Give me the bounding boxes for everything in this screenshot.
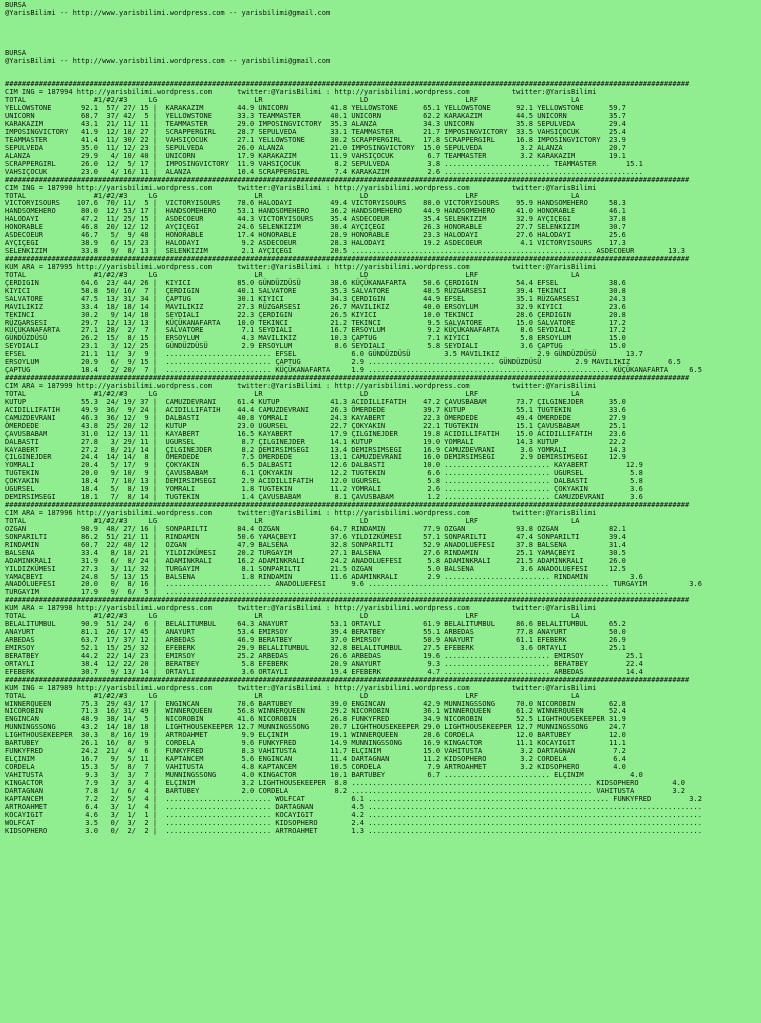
text-line: VAHITUSTA 9.3 3/ 3/ 7 | MUNNINGSSONG 4.0 KINGACTOR 10.1 BARTUBEY 6.7 ......................... ELÇINIM 4.0 — [5, 769, 643, 779]
text-line: ORTAYLI 38.4 12/ 22/ 20 | BERATBEY 5.8 EFEBERK 20.9 ANAYURT 9.3 ......................... BERATBEY 22.4 — [5, 658, 643, 668]
text-line: MUNNINGSSONG 43.2 14/ 18/ 18 | LIGHTHOUSEKEEPER 12.7 MUNNINGSSONG 20.7 LIGHTHOUSEKEEPER 29.0 LIGHTHOUSEKEEPER 12.7 MUNNINGSSONG 24.7 — [5, 722, 626, 732]
text-line: ################################################################################################################################################################## — [5, 373, 690, 383]
text-line: ÇERDIGIN 64.6 23/ 44/ 26 | KIYICI 85.0 GÜNDÜZDÜSÜ 38.6 KÜÇÜKANAFARTA 50.6 ÇERDIGIN 54.4 EFSEL 38.6 — [5, 277, 626, 287]
text-line: SALVATORE 47.5 13/ 31/ 34 | ÇAPTUG 30.1 KIYICI 34.3 ÇERDIGIN 44.9 EFSEL 35.1 RÜZGARSESI 24.3 — [5, 293, 626, 303]
text-line: HALODAYI 47.2 11/ 25/ 15 | ASDECOEUR 44.3 VICTORYISOURS 35.4 ASDECOEUR 35.4 SELENKIZIM 32.9 AYÇIÇEGI 37.8 — [5, 214, 626, 224]
text-line: TOTAL #1/#2/#3 LG LR LD LRF LA — [5, 190, 580, 200]
text-line: ADAMINKRALI 31.9 6/ 8/ 24 | ADAMINKRALI 16.2 ADAMINKRALI 24.2 ANADOLUEFESI 5.8 ADAMINKRALI 21.5 ADAMINKRALI 26.0 — [5, 555, 626, 565]
text-line: IMPOSINGVICTORY 41.9 12/ 18/ 27 | SCRAPPERGIRL 28.7 SEPULVEDA 33.1 TEAMMASTER 21.7 IMPOSINGVICTORY 33.5 VAHSIÇOCUK 25.4 — [5, 127, 626, 136]
text-line: TOTAL #1/#2/#3 LG LR LD LRF LA — [5, 269, 580, 279]
text-line: BELALITUMBUL 90.9 51/ 24/ 6 | BELALITUMBUL 64.3 ANAYURT 53.1 ORTAYLI 61.9 BELALITUMBUL 86.6 BELALITUMBUL 65.2 — [5, 619, 626, 629]
text-line: YILDIZKÜMESI 27.3 3/ 11/ 32 | TURGAYIM 8.1 SONPARILTI 21.5 OZGAN 5.0 BALSENA 3.6 ANADOLUEFESI 12.5 — [5, 563, 626, 573]
text-line: SCRAPPERGIRL 26.0 12/ 5/ 17 | IMPOSINGVICTORY 11.9 VAHSIÇOCUK 8.2 SEPULVEDA 3.8 ......................... TEAMMASTER 15.1 — [5, 158, 643, 168]
text-line: KUM ING = 187989 http://yarisbilimi.wordpress.com twitter:@YarisBilimi : http://yarisbilimi.wordpress.com twitter:@YarisBilimi — [5, 682, 597, 692]
text-line: ################################################################################################################################################################## — [5, 595, 690, 605]
text-line: BURSA — [5, 0, 27, 9]
text-line: YELLOWSTONE 92.1 57/ 27/ 15 | KARAKAZIM 44.9 UNICORN 41.8 YELLOWSTONE 65.1 YELLOWSTONE 92.1 YELLOWSTONE 59.7 — [5, 103, 626, 113]
text-line: FUNKYFRED 24.2 21/ 4/ 6 | FUNKYFRED 8.3 VAHITUSTA 11.7 ELÇINIM 15.0 VAHITUSTA 3.2 DARTAGNAN 7.2 — [5, 746, 626, 756]
text-line: BARTUBEY 26.1 16/ 8/ 9 | CORDELA 9.6 FUNKYFRED 14.9 MUNNINGSSONG 16.9 KINGACTOR 11.1 KOCAYIGIT 11.1 — [5, 738, 626, 748]
text-line: UGURSEL 18.4 5/ 8/ 19 | YOMRALI 1.8 TUGTEKIN 11.2 YOMRALI 2.6 ......................... ÇOKYAKIN 3.6 — [5, 484, 643, 494]
text-line: BURSA — [5, 47, 27, 57]
text-line: TOTAL #1/#2/#3 LG LR LD LRF LA — [5, 388, 580, 398]
text-line: KIDSOPHERO 3.0 0/ 2/ 2 | ......................... ARTROAHMET 1.3 ............................................................................... — [5, 825, 702, 835]
text-line: MAVILIKIZ 33.4 18/ 18/ 14 | MAVILIKIZ 27.3 RÜZGARSESI 26.7 MAVILIKIZ 40.0 ERSOYLUM 32.9 KIYICI 23.6 — [5, 301, 626, 311]
text-line: KUM ARA = 187995 http://yarisbilimi.wordpress.com twitter:@YarisBilimi : http://yarisbilimi.wordpress.com twitter:@YarisBilimi — [5, 261, 597, 271]
text-line: WINNERQUEEN 75.3 29/ 43/ 17 | ENGINCAN 70.6 BARTUBEY 39.0 ENGINCAN 42.9 MUNNINGSSONG 70.0 NICOROBIN 62.8 — [5, 698, 626, 708]
text-line: CORDELA 15.3 5/ 8/ 7 | VAHITUSTA 4.8 KAPTANCEM 10.5 CORDELA 7.9 ARTROAHMET 3.2 KIDSOPHERO 4.0 — [5, 762, 626, 771]
text-line: HONORABLE 46.8 20/ 12/ 12 | AYÇIÇEGI 24.6 SELENKIZIM 30.4 AYÇIÇEGI 26.3 HONORABLE 27.7 SELENKIZIM 30.7 — [5, 222, 626, 232]
text-line: SEYDIALI 23.1 3/ 12/ 25 | GÜNDÜZDÜSÜ 2.9 ERSOYLUM 8.6 SEYDIALI 5.8 SEYDIALI 3.6 ÇAPTUG 15.0 — [5, 341, 626, 351]
text-line: CAMUZDEVRANI 46.3 36/ 12/ 9 | DALBASTI 40.8 YOMRALI 24.3 KAYABERT 22.3 ÖMERDEDE 49.4 ÖMERDEDE 27.9 — [5, 412, 626, 422]
text-line: ################################################################################################################################################################## — [5, 254, 690, 263]
text-line: WOLFCAT 3.5 0/ 3/ 2 | ......................... KIDSOPHERO 2.4 ............................................................................... — [5, 817, 702, 827]
text-line: ÇAPTUG 18.4 2/ 20/ 7 | ......................... KÜÇÜKANAFARTA 1.9 ......................................................... KÜÇÜKANAFARTA 6.5 — [5, 365, 702, 375]
text-line: SONPARILTI 86.2 51/ 21/ 11 | RINDAMIN 50.6 YAMAÇBEYI 37.6 YILDIZKÜMESI 57.1 SONPARILTI 47.4 SONPARILTI 39.4 — [5, 531, 626, 541]
text-line: ARBEDAS 63.7 17/ 37/ 12 | ARBEDAS 46.9 BERATBEY 37.0 EMIRSOY 50.9 ANAYURT 61.1 EFEBERK 26.9 — [5, 635, 626, 644]
text-line: SEPULVEDA 35.0 11/ 12/ 23 | SEPULVEDA 26.0 ALANZA 21.0 IMPOSINGVICTORY 15.0 SEPULVEDA 3.2 ALANZA 20.7 — [5, 142, 626, 152]
text-line: DARTAGNAN 7.8 1/ 6/ 4 | BARTUBEY 2.0 CORDELA 8.2 ......................................................... VAHITUSTA 3.2 — [5, 785, 686, 795]
text-line: ################################################################################################################################################################## — [5, 174, 690, 184]
text-line — [5, 25, 761, 33]
text-line: ÇOKYAKIN 18.4 7/ 10/ 13 | DEMIRSIMSEGI 2.9 ACIDILLIFATIH 12.0 UGURSEL 5.8 ......................... DALBASTI 5.8 — [5, 476, 643, 486]
text-line: TEKINCI 30.2 9/ 14/ 18 | SEYDIALI 22.3 ÇERDIGIN 26.5 KIYICI 10.0 TEKINCI 28.6 ÇERDIGIN 20.8 — [5, 309, 626, 319]
text-line: ACIDILLIFATIH 49.9 36/ 9/ 24 | ACIDILLIFATIH 44.4 CAMUZDEVRANI 26.3 ÖMERDEDE 39.7 KUTUP 55.1 TUGTEKIN 33.6 — [5, 404, 626, 414]
text-line: KÜÇÜKANAFARTA 27.1 28/ 2/ 7 | SALVATORE 7.1 SEYDIALI 16.7 ERSOYLUM 9.2 KÜÇÜKANAFARTA 8.6 SEYDIALI 17.2 — [5, 325, 626, 335]
text-line: YOMRALI 20.4 5/ 17/ 9 | ÇOKYAKIN 6.5 DALBASTI 12.6 DALBASTI 10.0 ......................... KAYABERT 12.9 — [5, 460, 643, 470]
text-line: ÇILGINEJDER 24.4 14/ 14/ 8 | ÖMERDEDE 7.5 ÖMERDEDE 13.1 CAMUZDEVRANI 16.0 DEMIRSIMSEGI 2.9 DEMIRSIMSEGI 12.9 — [5, 452, 626, 462]
text-line: CIM ING = 187994 http://yarisbilimi.wordpress.com twitter:@YarisBilimi : http://yarisbilimi.wordpress.com twitter:@YarisBilimi — [5, 87, 597, 97]
text-line: SELENKIZIM 33.8 9/ 8/ 13 | SELENKIZIM 2.1 AYÇIÇEGI 20.5 ......................................................... ASDECOEUR 13.3 — [5, 246, 686, 256]
text-line: EMIRSOY 52.1 15/ 25/ 32 | EFEBERK 29.9 BELALITUMBUL 32.8 BELALITUMBUL 27.5 EFEBERK 3.6 ORTAYLI 25.1 — [5, 642, 626, 652]
text-line: TEAMMASTER 41.4 11/ 30/ 22 | VAHSIÇOCUK 27.1 YELLOWSTONE 30.2 SCRAPPERGIRL 17.8 SCRAPPERGIRL 16.8 IMPOSINGVICTORY 23.9 — [5, 134, 626, 144]
text-line: OZGAN 98.9 48/ 27/ 16 | SONPARILTI 84.4 OZGAN 64.7 RINDAMIN 77.9 OZGAN 93.8 OZGAN 82.1 — [5, 523, 626, 533]
text-line: VICTORYISOURS 107.6 70/ 11/ 5 | VICTORYISOURS 78.6 HALODAYI 49.4 VICTORYISOURS 80.0 VICTORYISOURS 95.9 HANDSOMEHERO 58.3 — [5, 198, 626, 208]
text-line: KINGACTOR 7.9 3/ 3/ 4 | ELÇINIM 3.2 LIGHTHOUSEKEEPER 8.8 ......................................................... KIDSOPHERO 4.0 — [5, 777, 686, 787]
text-line: GÜNDÜZDÜSÜ 26.2 15/ 8/ 15 | ERSOYLUM 4.3 MAVILIKIZ 10.3 ÇAPTUG 7.1 KIYICI 5.8 ERSOYLUM 15.0 — [5, 333, 626, 343]
text-line: YAMAÇBEYI 24.8 5/ 13/ 15 | BALSENA 1.8 RINDAMIN 11.6 ADAMINKRALI 2.9 ......................... RINDAMIN 3.6 — [5, 571, 643, 581]
text-line: DEMIRSIMSEGI 18.1 7/ 8/ 14 | TUGTEKIN 1.4 ÇAVUSBABAM 8.1 ÇAVUSBABAM 1.2 ......................... CAMUZDEVRANI 3.6 — [5, 492, 643, 502]
text-line: DALBASTI 27.8 3/ 29/ 11 | UGURSEL 8.7 ÇILGINEJDER 14.1 KUTUP 19.0 YOMRALI 14.3 KUTUP 22.2 — [5, 436, 626, 446]
text-line: TOTAL #1/#2/#3 LG LR LD LRF LA — [5, 611, 580, 621]
text-line: CIM ARA = 187999 http://yarisbilimi.wordpress.com twitter:@YarisBilimi : http://yarisbilimi.wordpress.com twitter:@YarisBilimi — [5, 381, 597, 390]
text-line: EFSEL 21.1 11/ 3/ 9 | ......................... EFSEL 6.0 GÜNDÜZDÜSÜ 3.5 MAVILIKIZ 2.9 GÜNDÜZDÜSÜ 13.7 — [5, 349, 643, 359]
text-line: RINDAMIN 60.7 22/ 40/ 12 | OZGAN 47.9 BALSENA 32.8 SONPARILTI 52.9 ANADOLUEFESI 37.8 BALSENA 31.4 — [5, 539, 626, 549]
text-line: EFEBERK 30.7 9/ 13/ 14 | ORTAYLI 3.6 ORTAYLI 19.4 EFEBERK 4.7 ......................... ARBEDAS 14.4 — [5, 666, 643, 676]
text-line: TURGAYIM 17.9 9/ 6/ 5 | ....................................................................................................................... — [5, 587, 669, 597]
text-line — [5, 17, 761, 25]
text-line: VAHSIÇOCUK 23.0 4/ 16/ 11 | ALANZA 10.4 SCRAPPERGIRL 7.4 KARAKAZIM 2.6 ............................................... — [5, 166, 643, 176]
text-line — [5, 65, 761, 73]
text-line: ARTROAHMET 6.4 3/ 1/ 4 | ......................... DARTAGNAN 4.5 ............................................................................... — [5, 801, 702, 811]
text-line — [5, 33, 761, 41]
text-line: @YarisBilimi -- http://www.yarisbilimi.wordpress.com -- yarisbilimi@gmail.com — [5, 7, 331, 17]
text-line: ################################################################################################################################################################## — [5, 79, 690, 89]
text-line: ÇAVUSBABAM 31.0 12/ 13/ 11 | KAYABERT 16.5 KAYABERT 17.9 ÇILGINEJDER 19.8 ACIDILLIFATIH 15.0 ACIDILLIFATIH 23.6 — [5, 428, 626, 438]
text-line: HANDSOMEHERO 80.0 12/ 53/ 17 | HANDSOMEHERO 53.1 HANDSOMEHERO 36.2 HANDSOMEHERO 44.9 HANDSOMEHERO 41.0 HONORABLE 46.1 — [5, 206, 626, 216]
text-line: ENGINCAN 48.9 38/ 14/ 5 | NICOROBIN 41.6 NICOROBIN 26.8 FUNKYFRED 34.9 NICOROBIN 52.5 LIGHTHOUSEKEEPER 31.9 — [5, 714, 626, 724]
text-line: ANAYURT 81.1 26/ 17/ 45 | ANAYURT 53.4 EMIRSOY 39.4 BERATBEY 55.1 ARBEDAS 77.8 ANAYURT 50.0 — [5, 627, 626, 637]
text-line: KAPTANCEM 7.2 2/ 5/ 4 | ......................... WOLFCAT 6.1 ......................................................... FUNKYFRED 3.2 — [5, 793, 702, 803]
text-line: CIM ING = 187990 http://yarisbilimi.wordpress.com twitter:@YarisBilimi : http://yarisbilimi.wordpress.com twitter:@YarisBilimi — [5, 182, 597, 192]
text-line: RÜZGARSESI 29.7 12/ 13/ 13 | KÜÇÜKANAFARTA 10.0 TEKINCI 21.2 TEKINCI 9.5 SALVATORE 15.0 SALVATORE 17.2 — [5, 317, 626, 327]
text-line: TOTAL #1/#2/#3 LG LR LD LRF LA — [5, 690, 580, 700]
text-line: KAYABERT 27.2 8/ 21/ 14 | ÇILGINEJDER 8.2 DEMIRSIMSEGI 13.4 DEMIRSIMSEGI 16.9 CAMUZDEVRANI 3.6 YOMRALI 14.3 — [5, 444, 626, 454]
text-line — [5, 41, 761, 49]
text-line: ASDECOEUR 46.7 5/ 9/ 48 | HONORABLE 17.4 HONORABLE 28.9 HONORABLE 23.3 HALODAYI 27.6 HALODAYI 25.6 — [5, 230, 626, 240]
text-line: ################################################################################################################################################################## — [5, 500, 690, 510]
text-line: BALSENA 33.4 8/ 18/ 21 | YILDIZKÜMESI 20.2 TURGAYIM 27.1 BALSENA 27.6 RINDAMIN 25.1 YAMAÇBEYI 30.5 — [5, 547, 626, 557]
text-line: ELÇINIM 16.7 9/ 5/ 11 | KAPTANCEM 5.6 ENGINCAN 11.4 DARTAGNAN 11.2 KIDSOPHERO 3.2 CORDELA 6.4 — [5, 754, 626, 764]
text-line: AYÇIÇEGI 38.9 6/ 15/ 23 | HALODAYI 9.2 ASDECOEUR 28.3 HALODAYI 19.2 ASDECOEUR 4.1 VICTORYISOURS 17.3 — [5, 238, 626, 248]
text-line: ALANZA 29.9 4/ 10/ 40 | UNICORN 17.9 KARAKAZIM 11.9 VAHSIÇOCUK 6.7 TEAMMASTER 3.2 KARAKAZIM 19.1 — [5, 150, 626, 160]
text-line: CIM ARA = 187996 http://yarisbilimi.wordpress.com twitter:@YarisBilimi : http://yarisbilimi.wordpress.com twitter:@YarisBilimi — [5, 508, 597, 517]
text-line: ################################################################################################################################################################## — [5, 674, 690, 684]
text-line: KIYICI 58.8 50/ 16/ 7 | ÇERDIGIN 40.1 SALVATORE 35.3 SALVATORE 48.5 RÜZGARSESI 39.4 TEKINCI 30.8 — [5, 285, 626, 295]
text-line: KOCAYIGIT 4.6 3/ 1/ 1 | ......................... KOCAYIGIT 4.2 ............................................................................... — [5, 809, 702, 819]
text-line: KARAKAZIM 43.1 21/ 11/ 11 | TEAMMASTER 29.0 IMPOSINGVICTORY 35.3 ALANZA 34.3 UNICORN 35.8 SEPULVEDA 29.4 — [5, 119, 626, 129]
text-line: ANADOLUEFESI 20.0 0/ 8/ 16 | ......................... ANADOLUEFESI 9.6 ......................................................... TURGAYIM 3.6 — [5, 579, 702, 589]
text-line: UNICORN 68.7 37/ 42/ 5 | YELLOWSTONE 33.3 TEAMMASTER 40.1 UNICORN 62.2 KARAKAZIM 44.5 UNICORN 35.7 — [5, 111, 626, 121]
text-line: KUM ARA = 187998 http://yarisbilimi.wordpress.com twitter:@YarisBilimi : http://yarisbilimi.wordpress.com twitter:@YarisBilimi — [5, 603, 597, 613]
text-line: ÖMERDEDE 43.8 25/ 20/ 12 | KUTUP 23.0 UGURSEL 22.7 ÇOKYAKIN 22.1 TUGTEKIN 15.1 ÇAVUSBABAM 25.1 — [5, 420, 626, 430]
text-line: LIGHTHOUSEKEEPER 30.3 8/ 16/ 19 | ARTROAHMET 9.9 ELÇINIM 19.1 WINNERQUEEN 28.6 CORDELA 12.0 BARTUBEY 12.0 — [5, 730, 626, 740]
text-line: KUTUP 55.3 24/ 19/ 37 | CAMUZDEVRANI 61.4 KUTUP 41.3 ACIDILLIFATIH 47.2 ÇAVUSBABAM 73.7 ÇILGINEJDER 35.0 — [5, 396, 626, 406]
text-line: TUGTEKIN 20.0 9/ 10/ 9 | ÇAVUSBABAM 6.1 ÇOKYAKIN 12.2 TUGTEKIN 6.6 ......................... UGURSEL 5.8 — [5, 468, 643, 478]
text-line: TOTAL #1/#2/#3 LG LR LD LRF LA — [5, 95, 580, 105]
text-line: ERSOYLUM 20.9 6/ 9/ 15 | ......................... ÇAPTUG 2.9 .............................. GÜNDÜZDÜSÜ 2.9 MAVILIKIZ 6.5 — [5, 357, 681, 367]
text-line: @YarisBilimi -- http://www.yarisbilimi.wordpress.com -- yarisbilimi@gmail.com — [5, 55, 331, 65]
text-line: TOTAL #1/#2/#3 LG LR LD LRF LA — [5, 515, 580, 525]
text-line: NICOROBIN 71.3 16/ 31/ 49 | WINNERQUEEN 56.8 WINNERQUEEN 29.2 NICOROBIN 36.1 WINNERQUEEN 61.2 WINNERQUEEN 52.4 — [5, 706, 626, 716]
text-line: BERATBEY 44.2 22/ 14/ 23 | EMIRSOY 25.2 ARBEDAS 26.6 ARBEDAS 19.6 ......................... EMIRSOY 25.1 — [5, 650, 643, 660]
